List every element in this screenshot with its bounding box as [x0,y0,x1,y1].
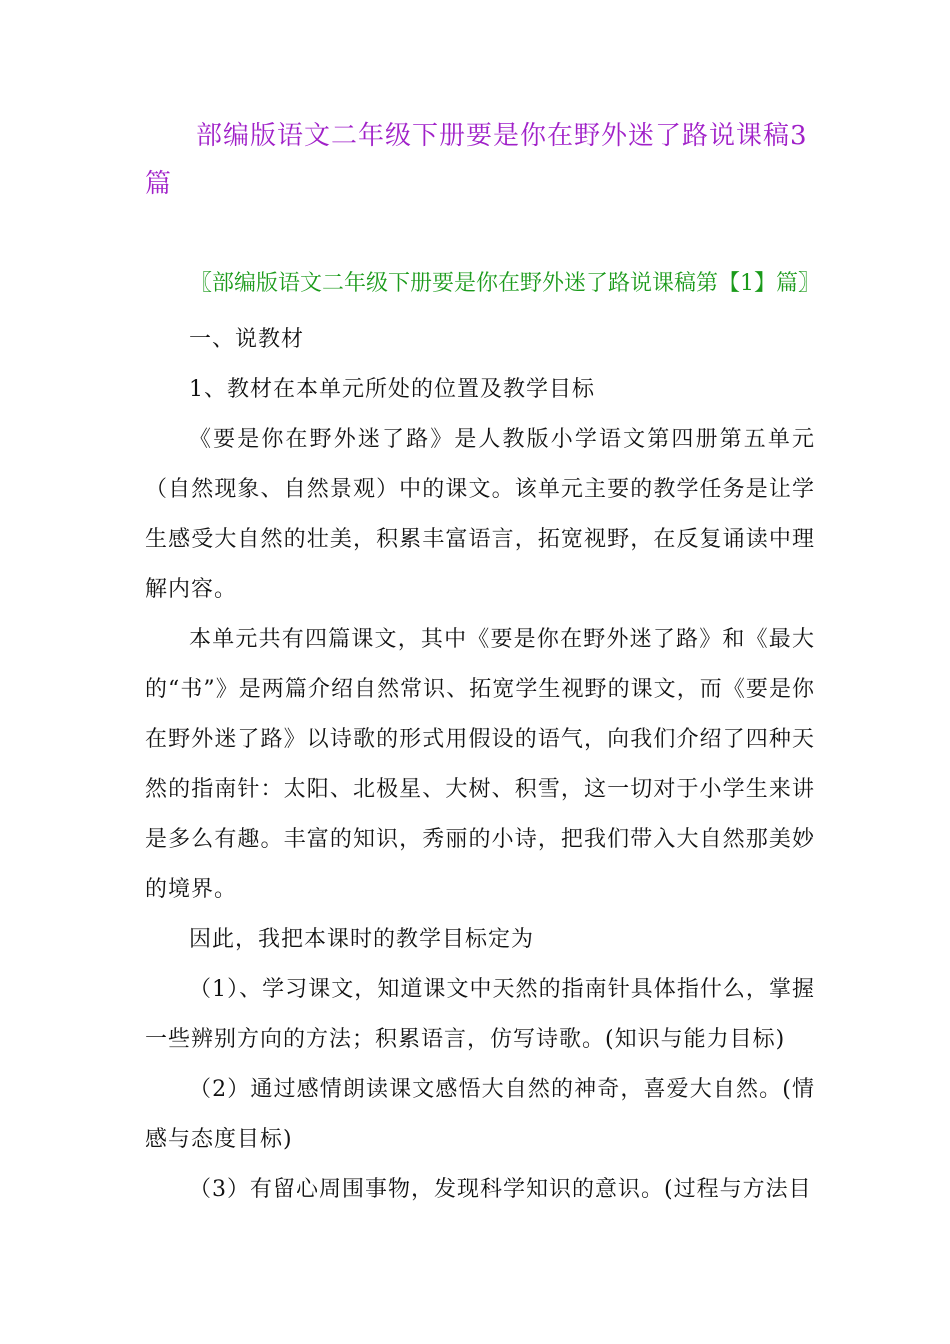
paragraph-2: 本单元共有四篇课文，其中《要是你在野外迷了路》和《最大的“书”》是两篇介绍自然常识、拓宽学生视野的课文，而《要是你在野外迷了路》以诗歌的形式用假设的语气，向我们介绍了四种天然的指南针：太阳、北极星、大树、积雪，这一切对于小学生来讲是多么有趣。丰富的知识，秀丽的小诗，把我们带入大自然那美妙的境界。 [145,627,815,902]
document-title: 部编版语文二年级下册要是你在野外迷了路说课稿3篇 [145,121,808,199]
section-subtitle: 〖部编版语文二年级下册要是你在野外迷了路说课稿第【1】篇〗 [190,271,820,296]
paragraph-heading-2: 1、教材在本单元所处的位置及教学目标 [189,377,595,402]
paragraph-goal-2: （2）通过感情朗读课文感悟大自然的神奇，喜爱大自然。(情感与态度目标) [145,1077,815,1152]
paragraph-goal-3: （3）有留心周围事物，发现科学知识的意识。(过程与方法目 [189,1177,812,1202]
document-body [145,315,815,1215]
paragraph-goal-1: （1）、学习课文，知道课文中天然的指南针具体指什么，掌握一些辨别方向的方法；积累语言，仿写诗歌。(知识与能力目标) [145,977,815,1052]
paragraph-heading-1: 一、说教材 [189,327,305,352]
paragraph-3: 因此，我把本课时的教学目标定为 [189,927,535,952]
paragraph-1: 《要是你在野外迷了路》是人教版小学语文第四册第五单元（自然现象、自然景观）中的课文。该单元主要的教学任务是让学生感受大自然的壮美，积累丰富语言，拓宽视野，在反复诵读中理解内容。 [145,427,815,602]
